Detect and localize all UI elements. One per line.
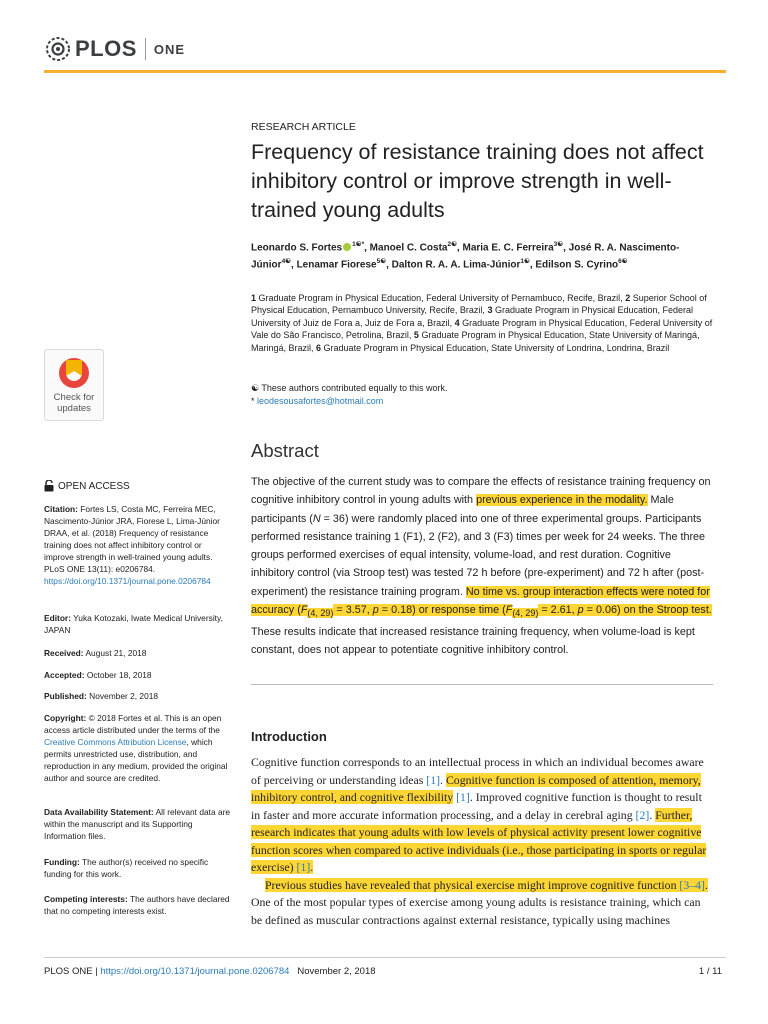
header-rule — [44, 70, 726, 73]
introduction-heading: Introduction — [251, 729, 327, 744]
data-availability-block — [44, 806, 232, 842]
abstract-subscript: (4, 29) — [307, 608, 334, 619]
intro-text: Cognitive function is composed of attention, memory, inhibitory control, and cognitive flexibility — [251, 772, 701, 804]
affiliation-text: Graduate Program in Physical Education, State University of Londrina, Londrina, Brazil — [321, 342, 670, 353]
author-affiliation-mark: 6☯ — [618, 257, 628, 265]
abstract-italic: N — [312, 512, 321, 525]
competing-interests-text: The authors have declared that no competing interests exist. — [44, 894, 230, 916]
author-name: Manoel C. Costa — [369, 242, 448, 254]
intro-text: Cognitive function corresponds to an intellectual process in which an individual becomes aware of perceiving or understanding ideas — [251, 755, 704, 787]
affiliation-text: Graduate Program in Physical Education, Federal University of Vale do São Francisco, Petrolina, Brazil, — [251, 317, 713, 341]
author-name: Edilson S. Cyrino — [535, 259, 619, 271]
affiliation-number: 5 — [413, 330, 419, 341]
copyright-text-end: , which permits unrestricted use, distribution, and reproduction in any medium, provided the original author and source are credited. — [44, 737, 228, 783]
author-name: Dalton R. A. A. Lima-Júnior — [391, 259, 521, 271]
intro-paragraph — [251, 754, 713, 877]
introduction-body — [251, 754, 713, 929]
editor-block — [44, 612, 232, 636]
cc-license-link[interactable]: Creative Commons Attribution License — [44, 737, 187, 747]
editor-label: Editor: — [44, 613, 71, 623]
affiliations — [251, 292, 713, 354]
abstract-subscript: (4, 29) — [512, 608, 539, 619]
affiliation-number: 6 — [316, 342, 322, 353]
citation-ref[interactable]: [1] — [456, 790, 470, 804]
published-block — [44, 690, 232, 702]
footer-doi-link[interactable]: https://doi.org/10.1371/journal.pone.0206784 — [100, 966, 290, 977]
citation-ref[interactable]: [1] — [296, 860, 311, 874]
affiliation-text: Graduate Program in Physical Education, Federal University of Juiz de Fora a, Juiz de Fora a, Brazil, — [251, 305, 694, 328]
abstract-text: The objective of the current study was to compare the effects of resistance training frequency on cognitive inhibitory control in young adults with — [251, 476, 711, 507]
citation-label: Citation: — [44, 504, 78, 514]
contribution-notes — [251, 382, 713, 407]
article-title: Frequency of resistance training does not affect inhibitory control or improve strength in well-trained young adults — [251, 140, 704, 222]
abstract-italic: F — [505, 604, 513, 617]
intro-text: . — [649, 807, 656, 822]
citation-ref[interactable]: [2] — [635, 807, 650, 822]
abstract-text: previous experience in the modality. — [476, 494, 648, 507]
corresponding-author-note — [251, 395, 713, 408]
intro-text: Previous studies have revealed that physical exercise might improve cognitive function — [265, 877, 680, 892]
author-name: José R. A. Nascimento-Júnior — [251, 242, 680, 271]
affiliation-number: 3 — [487, 305, 493, 316]
intro-paragraph — [251, 877, 713, 930]
abstract-italic: p — [372, 604, 379, 617]
logo-separator — [145, 38, 146, 60]
corresponding-email-link[interactable]: leodesousafortes@hotmail.com — [257, 395, 384, 406]
plos-logo-icon — [44, 35, 72, 63]
abstract-heading: Abstract — [251, 440, 319, 461]
equal-contribution-note: ☯ These authors contributed equally to this work. — [251, 383, 448, 393]
received-block — [44, 647, 232, 659]
abstract-italic: F — [300, 604, 308, 617]
author-affiliation-mark: 1☯ — [520, 257, 530, 265]
author-name: Lenamar Fiorese — [296, 259, 377, 271]
competing-interests-label: Competing interests: — [44, 894, 128, 904]
intro-text: . — [310, 860, 314, 874]
page-number: 1 / 11 — [698, 966, 722, 977]
open-lock-icon — [44, 480, 54, 492]
orcid-icon[interactable] — [343, 243, 351, 251]
citation-block — [44, 503, 232, 587]
citation-doi-link[interactable]: https://doi.org/10.1371/journal.pone.0206784 — [44, 576, 211, 586]
data-availability-text: All relevant data are within the manuscript and its Supporting Information files. — [44, 807, 231, 841]
abstract-divider — [251, 684, 713, 685]
author-affiliation-mark: 1☯* — [352, 241, 365, 248]
funding-block — [44, 856, 232, 880]
citation-ref[interactable]: [3–4] — [679, 877, 705, 892]
check-updates-icon — [45, 350, 103, 394]
data-availability-label: Data Availability Statement: — [44, 807, 154, 817]
intro-text: . — [440, 772, 446, 787]
abstract-text: Male participants ( — [251, 494, 674, 525]
affiliation-text: Graduate Program in Physical Education, State University of Maringá, Maringá, Brazil, — [251, 330, 700, 353]
abstract-text: = 2.61, — [538, 604, 578, 617]
open-access-text: OPEN ACCESS — [58, 480, 130, 492]
affiliation-number: 1 — [251, 293, 257, 303]
intro-text: Further, research indicates that young adults with low levels of physical activity present lower cognitive function scores when compared to active individuals (i.e., those participating in sports or regular exercise) — [251, 807, 707, 874]
open-access-label — [44, 480, 130, 492]
accepted-block — [44, 669, 232, 681]
corresponding-mark: * — [251, 395, 255, 406]
affiliation-text: Superior School of Physical Education, Pernambuco University, Recife, Brazil, — [251, 293, 707, 316]
received-text: August 21, 2018 — [85, 648, 147, 658]
logo-plos-text: PLOS — [75, 36, 137, 61]
affiliation-text: Graduate Program in Physical Education, Federal University of Pernambuco, Recife, Brazil, — [256, 293, 626, 303]
affiliation-number: 2 — [625, 293, 631, 303]
copyright-text: © 2018 Fortes et al. This is an open access article distributed under the terms of the — [44, 713, 222, 735]
citation-text: Fortes LS, Costa MC, Ferreira MEC, Nascimento-Júnior JRA, Fiorese L, Lima-Júnior DRAA, et al. (2018) Frequency of resistance training does not affect inhibitory control or improve strength in well-trained young adults. PLoS ONE 13(11): e0206784. — [44, 504, 220, 574]
author-affiliation-mark: 4☯ — [281, 257, 292, 265]
received-label: Received: — [44, 648, 84, 658]
logo-one-text: ONE — [153, 41, 186, 57]
copyright-block — [44, 712, 232, 784]
published-text: November 2, 2018 — [89, 691, 159, 701]
citation-ref[interactable]: [1] — [426, 772, 441, 787]
author-affiliation-mark: 5☯ — [376, 257, 387, 265]
check-for-updates-label: Check for updates — [53, 392, 95, 414]
article-type: RESEARCH ARTICLE — [251, 121, 356, 133]
footer-rule — [44, 957, 726, 958]
author-name: Leonardo S. Fortes — [251, 242, 343, 254]
abstract-text: No time vs. group interaction effects were noted for accuracy ( — [251, 585, 710, 617]
abstract-italic: p — [577, 604, 584, 617]
affiliation-number: 4 — [454, 317, 460, 328]
copyright-label: Copyright: — [44, 713, 87, 723]
footer-journal: PLOS ONE — [44, 966, 93, 977]
abstract-body — [251, 473, 713, 659]
author-name: Maria E. C. Ferreira — [462, 242, 554, 254]
funding-label: Funding: — [44, 857, 80, 867]
accepted-text: October 18, 2018 — [86, 670, 152, 680]
page-footer: PLOS ONE | https://doi.org/10.1371/journal.pone.0206784 November 2, 2018 — [44, 966, 376, 977]
abstract-text: = 36) were randomly placed into one of three experimental groups. Participants performed resistance training 1 (F1), 2 (F2), and 3 (F3) times per week for 24 weeks. The three groups performed exercises of equal intensity, volume-load, and rest duration. Cognitive inhibitory control (via Stroop test) was tested 72 h before (pre-experiment) and 72 h after (post-experiment) the resistance training program. — [251, 512, 706, 598]
journal-logo — [44, 33, 185, 65]
intro-text: One of the most popular types of exercise among young adults is resistance training, which can be defined as muscular contractions against external resistance, typically using machines — [251, 895, 701, 927]
abstract-text: These results indicate that increased resistance training frequency, when volume-load is kept constant, does not appear to potentiate cognitive inhibitory control. — [251, 625, 695, 656]
footer-date: November 2, 2018 — [297, 966, 376, 977]
intro-text: . Improved cognitive function is thought to result in faster and more accurate information processing, and a delay in cerebral aging — [251, 790, 702, 822]
accepted-label: Accepted: — [44, 670, 85, 680]
editor-text: Yuka Kotozaki, Iwate Medical University, JAPAN — [44, 613, 223, 635]
author-list: Leonardo S. Fortes $^{1☯*}$, Manoel C. Costa$^{2☯}$, Maria E. C. Ferreira$^{3☯}$, José R. A. Nascimento-Júnior$^{4☯}$, Lenamar Fiorese$^{5☯}$, Dalton R. A. A. Lima-Júnior$^{1☯}$, Edilson S. Cyrino$^{6☯}$ — [251, 241, 680, 271]
intro-text: . — [704, 877, 708, 892]
published-label: Published: — [44, 691, 87, 701]
abstract-text: = 0.18) or response time ( — [378, 604, 506, 617]
abstract-text: = 3.57, — [333, 604, 373, 617]
abstract-text: = 0.06) on the Stroop test. — [583, 604, 712, 617]
author-affiliation-mark: 2☯ — [447, 241, 457, 248]
funding-text: The author(s) received no specific funding for this work. — [44, 857, 209, 879]
author-affiliation-mark: 3☯ — [553, 241, 564, 248]
competing-interests-block — [44, 893, 232, 917]
